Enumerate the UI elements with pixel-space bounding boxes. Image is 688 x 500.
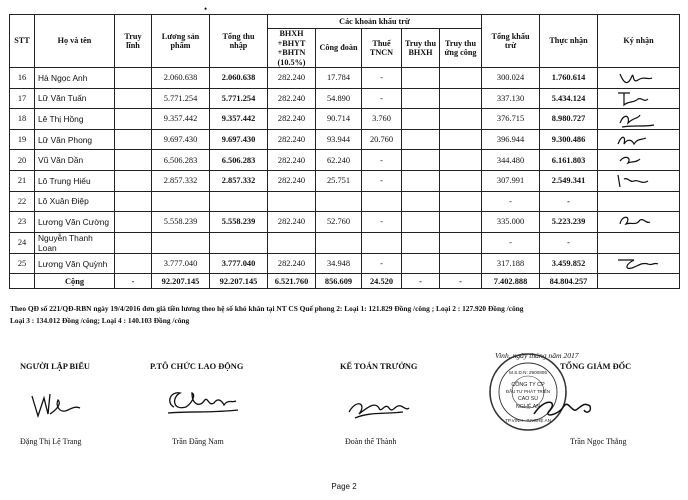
row-name: Lô Xuân Điệp (35, 191, 115, 212)
row-tong-khau-tru: 335.000 (482, 212, 540, 233)
row-thue: - (362, 253, 402, 274)
table-row (10, 150, 680, 171)
row-tong-thu-nhap: 3.777.040 (210, 253, 268, 274)
row-stt: 18 (10, 109, 35, 130)
row-tong-khau-tru: - (482, 232, 540, 253)
row-bhxh: 282.240 (268, 68, 316, 89)
col-tong-khau-tru: Tổng khấu trừ (482, 15, 540, 68)
row-tong-khau-tru: 396.944 (482, 129, 540, 150)
row-luong: 2.060.638 (152, 68, 210, 89)
col-luong-sp: Lương sản phẩm (152, 15, 210, 68)
row-tong-khau-tru: - (482, 191, 540, 212)
row-thuc-nhan: - (540, 191, 598, 212)
row-signature (598, 129, 680, 150)
row-luong (152, 191, 210, 212)
row-signature (598, 212, 680, 233)
role-preparer: NGƯỜI LẬP BIỂU (20, 362, 90, 371)
svg-text:TP.VINH - T.NGHỆ AN: TP.VINH - T.NGHỆ AN (505, 418, 551, 423)
total-thue: 24.520 (362, 274, 402, 289)
row-truy-thu-bhxh (402, 191, 440, 212)
row-truy-linh (115, 212, 152, 233)
total-truy-thu-ung: - (440, 274, 482, 289)
row-thuc-nhan: 8.980.727 (540, 109, 598, 130)
note-line-2: Loại 3 : 134.012 Đồng /công; Loại 4 : 140.103 Đồng /công (10, 316, 190, 325)
row-tong-thu-nhap: 2.857.332 (210, 170, 268, 191)
row-signature (598, 88, 680, 109)
row-thuc-nhan: 3.459.852 (540, 253, 598, 274)
table-row (10, 129, 680, 150)
total-thuc-nhan: 84.804.257 (540, 274, 598, 289)
row-signature (598, 170, 680, 191)
row-stt: 20 (10, 150, 35, 171)
col-ky-nhan: Ký nhận (598, 15, 680, 68)
row-tong-khau-tru: 376.715 (482, 109, 540, 130)
row-truy-linh (115, 253, 152, 274)
row-truy-linh (115, 109, 152, 130)
row-signature (598, 150, 680, 171)
row-thuc-nhan: 1.760.614 (540, 68, 598, 89)
row-truy-thu-ung (440, 109, 482, 130)
row-truy-thu-bhxh (402, 150, 440, 171)
row-truy-thu-ung (440, 150, 482, 171)
row-luong: 5.771.254 (152, 88, 210, 109)
row-tong-thu-nhap (210, 232, 268, 253)
accountant-signature-image (345, 392, 411, 422)
col-truy-thu-bhxh: Truy thu BHXH (402, 29, 440, 68)
row-bhxh: 282.240 (268, 170, 316, 191)
row-cong-doan: 52.760 (316, 212, 362, 233)
row-truy-thu-bhxh (402, 232, 440, 253)
row-tong-thu-nhap: 2.060.638 (210, 68, 268, 89)
row-thuc-nhan: 2.549.341 (540, 170, 598, 191)
handwritten-signature-image (614, 212, 664, 231)
ink-mark: • (204, 4, 208, 14)
row-bhxh: 282.240 (268, 88, 316, 109)
row-cong-doan: 93.944 (316, 129, 362, 150)
note-line-1: Theo QĐ số 221/QĐ-RBN ngày 19/4/2016 đơn giá tiền lương theo hệ số khó khăn tại NT CS Quế phong 2: Loại 1: 121.829 Đồng /công ; Loại 2 : 127.920 Đồng /công (10, 304, 524, 313)
row-thuc-nhan: - (540, 232, 598, 253)
total-row (10, 274, 680, 289)
handwritten-signature-image (614, 171, 664, 190)
row-tong-thu-nhap: 9.697.430 (210, 129, 268, 150)
row-signature (598, 253, 680, 274)
row-cong-doan: 25.751 (316, 170, 362, 191)
col-bhxh: BHXH +BHYT +BHTN (10.5%) (268, 29, 316, 68)
col-thue: Thuế TNCN (362, 29, 402, 68)
row-truy-thu-ung (440, 68, 482, 89)
row-stt: 21 (10, 170, 35, 191)
person-accountant: Đoàn thế Thành (345, 437, 397, 446)
total-tong-khau-tru: 7.402.888 (482, 274, 540, 289)
row-truy-thu-ung (440, 129, 482, 150)
table-row (10, 109, 680, 130)
svg-text:ĐẦU TƯ PHÁT TRIỂN: ĐẦU TƯ PHÁT TRIỂN (505, 389, 551, 394)
row-truy-thu-bhxh (402, 109, 440, 130)
row-thue: 20.760 (362, 129, 402, 150)
row-truy-thu-ung (440, 88, 482, 109)
row-signature (598, 68, 680, 89)
role-accountant: KẾ TOÁN TRƯỞNG (340, 362, 418, 371)
row-cong-doan: 62.240 (316, 150, 362, 171)
row-truy-linh (115, 150, 152, 171)
table-row (10, 68, 680, 89)
row-stt: 17 (10, 88, 35, 109)
handwritten-signature-image (614, 254, 664, 273)
handwritten-signature-image (614, 68, 664, 87)
role-director: TỔNG GIÁM ĐỐC (560, 362, 632, 371)
row-cong-doan: 54.890 (316, 88, 362, 109)
table-row (10, 212, 680, 233)
row-thue (362, 232, 402, 253)
row-tong-khau-tru: 344.480 (482, 150, 540, 171)
row-stt: 25 (10, 253, 35, 274)
col-cong-doan: Công đoàn (316, 29, 362, 68)
row-tong-khau-tru: 300.024 (482, 68, 540, 89)
row-truy-thu-bhxh (402, 253, 440, 274)
row-truy-linh (115, 88, 152, 109)
svg-text:CAO SU: CAO SU (518, 396, 538, 402)
row-thuc-nhan: 5.434.124 (540, 88, 598, 109)
row-thuc-nhan: 9.300.486 (540, 129, 598, 150)
row-tong-thu-nhap: 6.506.283 (210, 150, 268, 171)
role-labor: P.TÔ CHỨC LAO ĐỘNG (150, 362, 244, 371)
row-truy-thu-ung (440, 212, 482, 233)
row-name: Lữ Văn Tuấn (35, 88, 115, 109)
row-truy-thu-ung (440, 253, 482, 274)
payroll-table (9, 14, 680, 289)
row-thue (362, 191, 402, 212)
total-cong-doan: 856.609 (316, 274, 362, 289)
col-truy-linh: Truy lĩnh (115, 15, 152, 68)
row-name: Hà Ngọc Anh (35, 68, 115, 89)
total-truy-linh: - (115, 274, 152, 289)
row-bhxh: 282.240 (268, 212, 316, 233)
row-truy-thu-bhxh (402, 68, 440, 89)
row-stt: 24 (10, 232, 35, 253)
row-truy-linh (115, 68, 152, 89)
row-bhxh: 282.240 (268, 253, 316, 274)
page-number: Page 2 (331, 482, 357, 491)
row-truy-linh (115, 232, 152, 253)
col-tong-thu-nhap: Tổng thu nhập (210, 15, 268, 68)
table-row (10, 88, 680, 109)
labor-signature-image (162, 383, 242, 417)
total-label: Cộng (35, 274, 115, 289)
table-row (10, 170, 680, 191)
row-thue: - (362, 68, 402, 89)
row-name: Lương Văn Quỳnh (35, 253, 115, 274)
row-tong-khau-tru: 337.130 (482, 88, 540, 109)
row-luong: 6.506.283 (152, 150, 210, 171)
row-stt: 19 (10, 129, 35, 150)
row-truy-thu-bhxh (402, 129, 440, 150)
row-truy-thu-bhxh (402, 88, 440, 109)
col-stt: STT (10, 15, 35, 68)
row-name: Lương Văn Cường (35, 212, 115, 233)
row-truy-thu-bhxh (402, 212, 440, 233)
row-signature (598, 232, 680, 253)
svg-text:CÔNG TY CP: CÔNG TY CP (511, 382, 545, 388)
row-luong (152, 232, 210, 253)
handwritten-signature-image (614, 89, 664, 108)
row-thue: - (362, 150, 402, 171)
row-thue: 3.760 (362, 109, 402, 130)
row-tong-thu-nhap (210, 191, 268, 212)
row-tong-thu-nhap: 9.357.442 (210, 109, 268, 130)
svg-text:M.S.D.N: 2900806: M.S.D.N: 2900806 (509, 370, 547, 375)
row-luong: 2.857.332 (152, 170, 210, 191)
person-director: Trần Ngọc Thắng (570, 437, 627, 446)
row-cong-doan (316, 191, 362, 212)
col-thuc-nhan: Thực nhận (540, 15, 598, 68)
row-truy-thu-bhxh (402, 170, 440, 191)
row-luong: 3.777.040 (152, 253, 210, 274)
total-bhxh: 6.521.760 (268, 274, 316, 289)
row-truy-linh (115, 191, 152, 212)
row-stt: 16 (10, 68, 35, 89)
row-name: Nguyễn Thanh Loan (35, 232, 115, 253)
row-thuc-nhan: 6.161.803 (540, 150, 598, 171)
col-name: Họ và tên (35, 15, 115, 68)
row-cong-doan (316, 232, 362, 253)
svg-text:NGHỆ AN: NGHỆ AN (515, 404, 541, 410)
row-tong-khau-tru: 307.991 (482, 170, 540, 191)
payroll-sheet (9, 14, 679, 289)
row-signature (598, 109, 680, 130)
table-row (10, 191, 680, 212)
table-row (10, 253, 680, 274)
person-preparer: Đặng Thị Lệ Trang (20, 437, 82, 446)
row-thue: - (362, 88, 402, 109)
row-signature (598, 191, 680, 212)
row-tong-khau-tru: 317.188 (482, 253, 540, 274)
total-tong: 92.207.145 (210, 274, 268, 289)
row-luong: 9.357.442 (152, 109, 210, 130)
row-thuc-nhan: 5.223.239 (540, 212, 598, 233)
table-row (10, 232, 680, 253)
row-thue: - (362, 212, 402, 233)
row-cong-doan: 90.714 (316, 109, 362, 130)
row-luong: 5.558.239 (152, 212, 210, 233)
row-name: Vũ Văn Dần (35, 150, 115, 171)
row-bhxh (268, 232, 316, 253)
row-bhxh: 282.240 (268, 129, 316, 150)
handwritten-signature-image (614, 109, 664, 128)
row-truy-thu-ung (440, 191, 482, 212)
row-stt: 23 (10, 212, 35, 233)
row-name: Lô Trung Hiếu (35, 170, 115, 191)
row-truy-linh (115, 129, 152, 150)
notes (10, 303, 523, 327)
row-thue: - (362, 170, 402, 191)
preparer-signature-image (28, 388, 84, 422)
col-group-deductions: Các khoản khấu trừ (268, 15, 482, 29)
row-cong-doan: 17.784 (316, 68, 362, 89)
handwritten-signature-image (614, 130, 664, 149)
row-stt: 22 (10, 191, 35, 212)
total-truy-thu-bhxh: - (402, 274, 440, 289)
row-bhxh: 282.240 (268, 150, 316, 171)
row-name: Lữ Văn Phong (35, 129, 115, 150)
col-truy-thu-ung: Truy thu ứng công (440, 29, 482, 68)
row-truy-linh (115, 170, 152, 191)
row-truy-thu-ung (440, 232, 482, 253)
director-signature-image (528, 392, 598, 424)
row-name: Lê Thị Hồng (35, 109, 115, 130)
date-line: Vinh, ngày tháng năm 2017 (495, 351, 579, 360)
row-tong-thu-nhap: 5.558.239 (210, 212, 268, 233)
total-luong: 92.207.145 (152, 274, 210, 289)
row-luong: 9.697.430 (152, 129, 210, 150)
row-bhxh: 282.240 (268, 109, 316, 130)
person-labor: Trần Đăng Nam (172, 437, 224, 446)
handwritten-signature-image (614, 151, 664, 170)
row-cong-doan: 34.948 (316, 253, 362, 274)
row-truy-thu-ung (440, 170, 482, 191)
row-tong-thu-nhap: 5.771.254 (210, 88, 268, 109)
row-bhxh (268, 191, 316, 212)
